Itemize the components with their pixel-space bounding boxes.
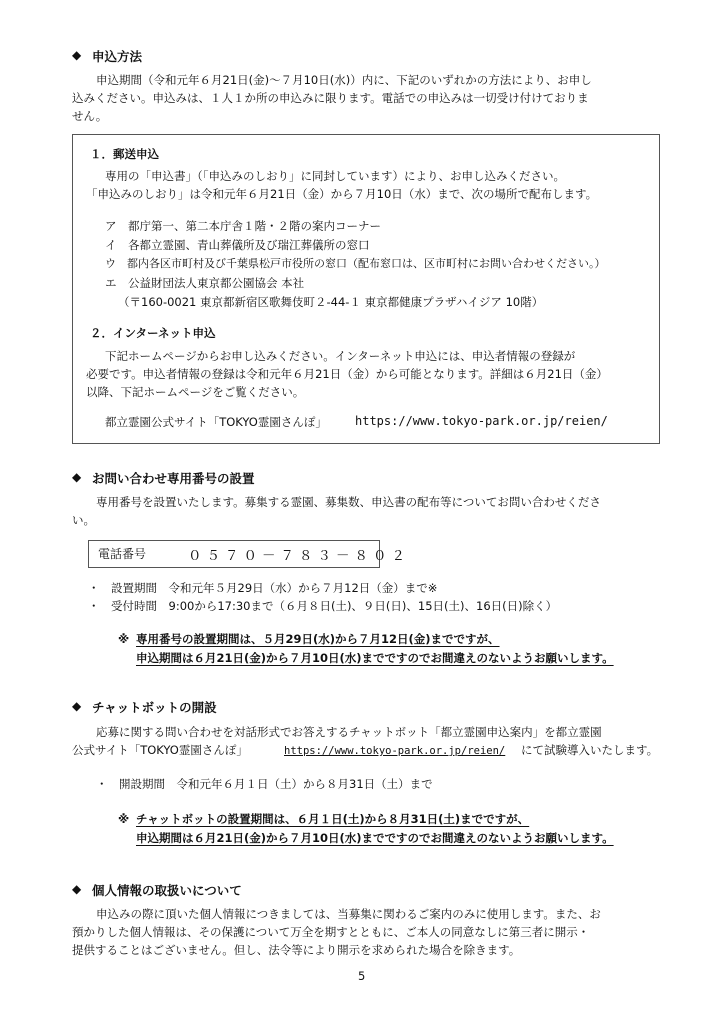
body-line: 預かりした個人情報は、その保護について万全を期すとともに、ご本人の同意なしに第三者に開示・ — [72, 925, 590, 939]
official-site-url[interactable]: https://www.tokyo-park.or.jp/reien/ — [355, 414, 608, 428]
phone-label: 電話番号 — [98, 547, 147, 561]
section-title-chatbot: チャットボットの開設 — [92, 700, 217, 715]
page-number: 5 — [358, 969, 366, 983]
place-item: ア 都庁第一、第二本庁舎１階・２階の案内コーナー — [105, 219, 381, 233]
mail-application-title: １．郵送申込 — [90, 147, 159, 161]
bullet-item: ・ 設置期間 令和元年５月29日（水）から７月12日（金）まで※ — [88, 581, 438, 595]
phone-number: ０５７０－７８３－８０２ — [188, 548, 410, 564]
note-line: 専用番号の設置期間は、５月29日(水)から７月12日(金)までですが、 — [136, 632, 500, 646]
place-item: イ 各都立霊園、青山葬儀所及び瑞江葬儀所の窓口 — [105, 238, 370, 252]
intro-line: 専用番号を設置いたします。募集する霊園、募集数、申込書の配布等についてお問い合わせくださ — [96, 495, 601, 509]
note-line: 申込期間は６月21日(金)から７月10日(水)までですのでお間違えのないようお願いします。 — [136, 831, 614, 845]
body-line: 提供することはございません。但し、法令等により開示を求められた場合を除きます。 — [72, 943, 521, 957]
note-line: 申込期間は６月21日(金)から７月10日(水)までですのでお間違えのないようお願いします。 — [136, 651, 614, 665]
note-mark: ※ — [118, 812, 130, 826]
mail-line: 専用の「申込書」（「申込みのしおり」に同封しています）により、お申し込みください。 — [105, 169, 565, 183]
section-title-application: 申込方法 — [92, 49, 143, 64]
place-item-address: （〒160-0021 東京都新宿区歌舞伎町２-44-１ 東京都健康プラザハイジア 10階） — [118, 295, 544, 309]
section-marker-icon: ◆ — [72, 470, 82, 484]
internet-line: 以降、下記ホームページをご覧ください。 — [86, 385, 305, 399]
section-marker-icon: ◆ — [72, 699, 82, 713]
official-site-label: 都立霊園公式サイト「TOKYO霊園さんぽ」 — [105, 415, 327, 429]
bullet-item: ・ 受付時間 9:00から17:30まで（６月８日(土)、９日(日)、15日(土)、16日(日)除く） — [88, 599, 558, 613]
section-marker-icon: ◆ — [72, 48, 82, 62]
intro-line: 応募に関する問い合わせを対話形式でお答えするチャットボット「都立霊園申込案内」を都立霊園 — [96, 725, 602, 739]
bullet-item: ・ 開設期間 令和元年６月１日（土）から８月31日（土）まで — [96, 777, 433, 791]
note-line: チャットボットの設置期間は、６月１日(土)から８月31日(土)までですが、 — [136, 812, 530, 826]
intro-tail: にて試験導入いたします。 — [521, 743, 659, 757]
section-title-privacy: 個人情報の取扱いについて — [92, 883, 242, 898]
intro-line: 込みください。申込みは、１人１か所の申込みに限ります。電話での申込みは一切受け付けておりま — [72, 91, 589, 105]
chatbot-site-url[interactable]: https://www.tokyo-park.or.jp/reien/ — [284, 745, 506, 757]
internet-line: 必要です。申込者情報の登録は令和元年６月21日（金）から可能となります。詳細は６月21日（金） — [86, 367, 608, 381]
intro-line: い。 — [72, 513, 95, 527]
place-item: エ 公益財団法人東京都公園協会 本社 — [105, 276, 305, 290]
mail-line: 「申込みのしおり」は令和元年６月21日（金）から７月10日（水）まで、次の場所で配布します。 — [86, 187, 598, 201]
intro-line: 公式サイト「TOKYO霊園さんぽ」 — [72, 743, 248, 757]
internet-application-title: ２．インターネット申込 — [90, 326, 216, 340]
internet-line: 下記ホームページからお申し込みください。インターネット申込には、申込者情報の登録が — [105, 349, 576, 363]
intro-line: 申込期間（令和元年６月21日(金)～７月10日(水)）内に、下記のいずれかの方法により、お申し — [96, 73, 592, 87]
body-line: 申込みの際に頂いた個人情報につきましては、当募集に関わるご案内のみに使用します。また、お — [96, 907, 601, 921]
section-title-inquiry-number: お問い合わせ専用番号の設置 — [92, 471, 255, 486]
intro-line: せん。 — [72, 109, 108, 123]
note-mark: ※ — [118, 632, 130, 646]
place-item: ウ 都内各区市町村及び千葉県松戸市役所の窓口（配布窓口は、区市町村にお問い合わせください。） — [105, 257, 606, 270]
section-marker-icon: ◆ — [72, 882, 82, 896]
